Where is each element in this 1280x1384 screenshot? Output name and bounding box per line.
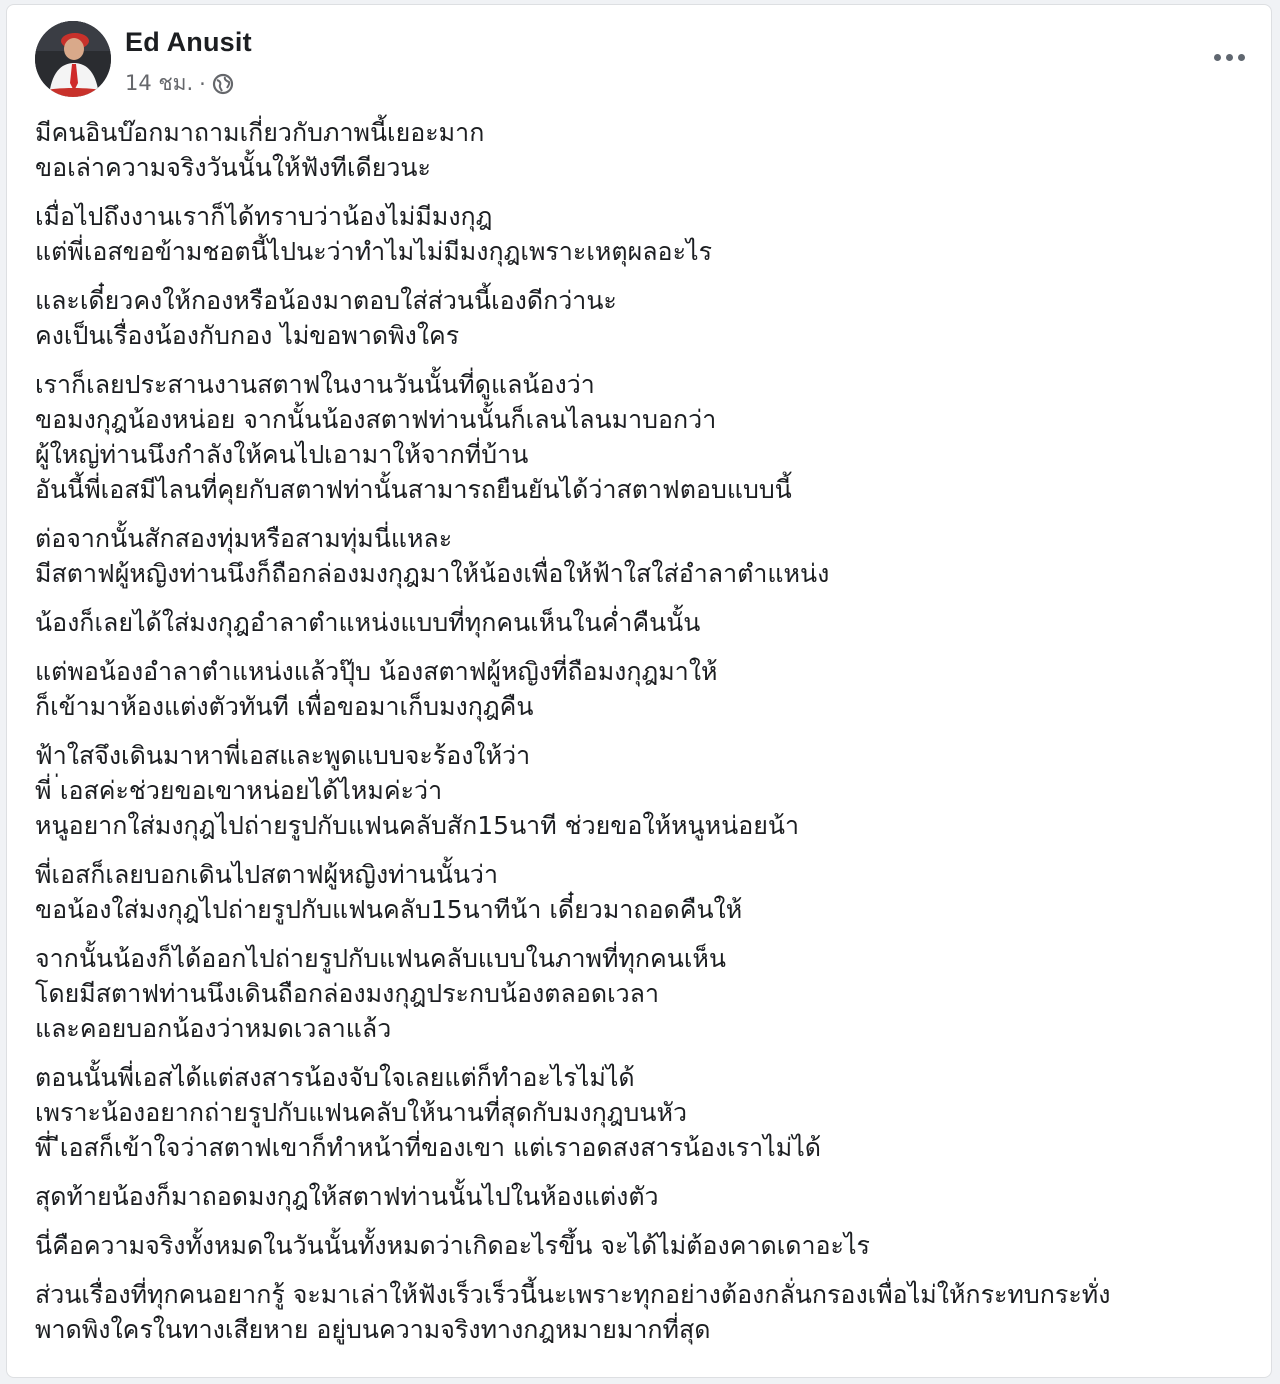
- post-paragraph: นี่คือความจริงทั้งหมดในวันนั้นทั้งหมดว่าเกิดอะไรขึ้น จะได้ไม่ต้องคาดเดาอะไร: [35, 1231, 870, 1260]
- post-paragraph: แต่พอน้องอำลาตำแหน่งแล้วปุ๊บ น้องสตาฟผู้หญิงที่ถือมงกุฎมาให้ ก็เข้ามาห้องแต่งตัวทันที เพื่อขอมาเก็บมงกุฎคืน: [35, 657, 718, 721]
- globe-icon[interactable]: [212, 73, 234, 95]
- author-name[interactable]: Ed Anusit: [125, 27, 252, 57]
- post-paragraph: และเดี๋ยวคงให้กองหรือน้องมาตอบใส่ส่วนนี้เองดีกว่านะ คงเป็นเรื่องน้องกับกอง ไม่ขอพาดพิงใคร: [35, 286, 617, 350]
- post-paragraph: ฟ้าใสจึงเดินมาหาพี่เอสและพูดแบบจะร้องให้ว่า พี่ ่เอสค่ะช่วยขอเขาหน่อยได้ไหมค่ะว่า หนูอยากใส่มงกุฎไปถ่ายรูปกับแฟนคลับสัก15นาที ช่วยขอให้หนูหน่อยน้า: [35, 741, 800, 840]
- post-meta: [125, 67, 234, 100]
- post-paragraph: ส่วนเรื่องที่ทุกคนอยากรู้ จะมาเล่าให้ฟังเร็วเร็วนี้นะเพราะทุกอย่างต้องกลั่นกรองเพื่อไม่ให้กระทบกระทั่ง พาดพิงใครในทางเสียหาย อยู่บนความจริงทางกฎหมายมากที่สุด: [35, 1280, 1111, 1344]
- avatar[interactable]: [35, 21, 111, 97]
- post-card: [6, 4, 1272, 1378]
- more-options-icon[interactable]: [1207, 45, 1251, 69]
- dot: [1238, 54, 1245, 61]
- profile-photo: [35, 21, 111, 97]
- post-paragraph: ตอนนั้นพี่เอสได้แต่สงสารน้องจับใจเลยแต่ก็ทำอะไรไม่ได้ เพราะน้องอยากถ่ายรูปกับแฟนคลับให้นานที่สุดกับมงกุฎบนหัว พี่ ีเอสก็เข้าใจว่าสตาฟเขาก็ทำหน้าที่ของเขา แต่เราอดสงสารน้องเราไม่ได้: [35, 1063, 822, 1162]
- dot: [1226, 54, 1233, 61]
- post-paragraph: สุดท้ายน้องก็มาถอดมงกุฎให้สตาฟท่านนั้นไปในห้องแต่งตัว: [35, 1182, 659, 1211]
- meta-separator: ·: [199, 71, 206, 96]
- post-time[interactable]: 14 ชม.: [125, 71, 194, 95]
- post-paragraph: พี่เอสก็เลยบอกเดินไปสตาฟผู้หญิงท่านนั้นว่า ขอน้องใส่มงกุฎไปถ่ายรูปกับแฟนคลับ15นาทีน้า เดี๋ยวมาถอดคืนให้: [35, 860, 743, 924]
- post-header: [35, 21, 1255, 101]
- post-paragraph: มีคนอินบ๊อกมาถามเกี่ยวกับภาพนี้เยอะมาก ขอเล่าความจริงวันนั้นให้ฟังทีเดียวนะ: [35, 118, 485, 182]
- post-paragraph: ต่อจากนั้นสักสองทุ่มหรือสามทุ่มนี่แหละ มีสตาฟผู้หญิงท่านนึงก็ถือกล่องมงกุฎมาให้น้องเพื่อให้ฟ้าใสใส่อำลาตำแหน่ง: [35, 524, 830, 588]
- post-text: [35, 115, 1235, 1361]
- post-paragraph: เราก็เลยประสานงานสตาฟในงานวันนั้นที่ดูแลน้องว่า ขอมงกุฎน้องหน่อย จากนั้นน้องสตาฟท่านนั้นก็เลนไลนมาบอกว่า ผู้ใหญ่ท่านนึงกำลังให้คนไปเอามาให้จากที่บ้าน อันนี้พี่เอสมีไลนที่คุยกับสตาฟท่านั้นสามารถยืนยันได้ว่าสตาฟตอบแบบนี้: [35, 370, 792, 504]
- post-paragraph: น้องก็เลยได้ใส่มงกุฎอำลาตำแหน่งแบบที่ทุกคนเห็นในค่ำคืนนั้น: [35, 608, 701, 637]
- dot: [1214, 54, 1221, 61]
- post-paragraph: จากนั้นน้องก็ได้ออกไปถ่ายรูปกับแฟนคลับแบบในภาพที่ทุกคนเห็น โดยมีสตาฟท่านนึงเดินถือกล่องมงกุฎประกบน้องตลอดเวลา และคอยบอกน้องว่าหมดเวลาแล้ว: [35, 944, 726, 1043]
- post-paragraph: เมื่อไปถึงงานเราก็ได้ทราบว่าน้องไม่มีมงกุฎ แต่พี่เอสขอข้ามชอตนี้ไปนะว่าทำไมไม่มีมงกุฎเพราะเหตุผลอะไร: [35, 202, 713, 266]
